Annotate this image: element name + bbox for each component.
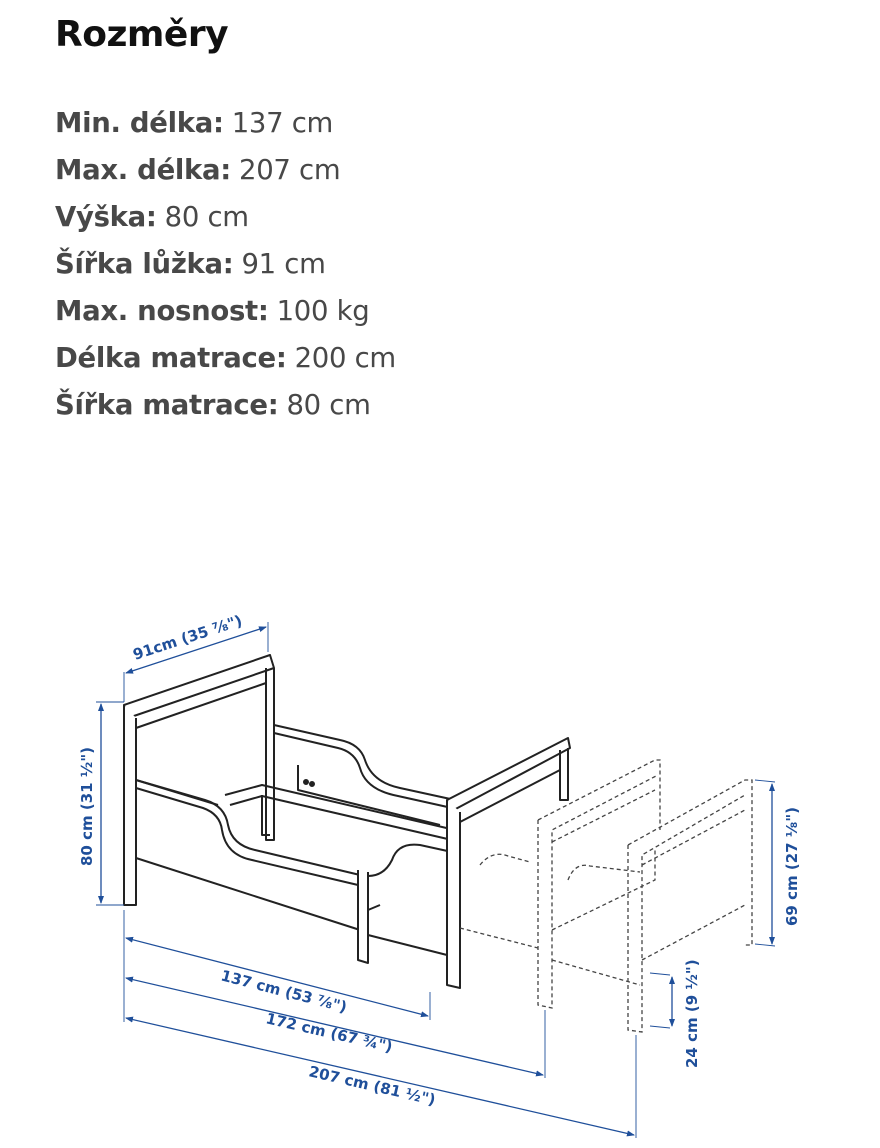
spec-value: 100 kg [276, 295, 370, 327]
bed-drawing [0, 560, 880, 1148]
spec-mattress-length [55, 339, 396, 386]
spec-label: Šířka matrace: [55, 389, 279, 421]
spec-max-length [55, 151, 396, 198]
extension-height-label: 69 cm (27 ⅛") [783, 807, 801, 926]
height-dimension-label: 80 cm (31 ½") [78, 747, 96, 866]
spec-value: 80 cm [164, 201, 249, 233]
bed-frame [124, 655, 570, 988]
leg-height-label: 24 cm (9 ½") [683, 959, 701, 1068]
spec-value: 91 cm [241, 248, 326, 280]
spec-label: Max. nosnost: [55, 295, 269, 327]
spec-value: 80 cm [286, 389, 371, 421]
mid-length-label: 172 cm (67 ¾") [264, 1009, 395, 1057]
spec-height [55, 198, 396, 245]
spec-label: Max. délka: [55, 154, 231, 186]
spec-value: 200 cm [294, 342, 396, 374]
spec-value: 137 cm [231, 107, 334, 139]
spec-label: Min. délka: [55, 107, 224, 139]
max-length-label: 207 cm (81 ½") [307, 1062, 438, 1110]
width-dimension-label: 91cm (35 ⅞") [130, 611, 245, 664]
spec-max-load [55, 292, 396, 339]
page-title: Rozměry [55, 14, 229, 55]
spec-bed-width [55, 245, 396, 292]
spec-min-length [55, 104, 396, 151]
extension-parts [460, 760, 752, 1032]
bed-dimensions-diagram [0, 560, 880, 1148]
spec-label: Šířka lůžka: [55, 248, 234, 280]
spec-mattress-width [55, 386, 396, 433]
spec-label: Délka matrace: [55, 342, 287, 374]
spec-label: Výška: [55, 201, 157, 233]
dimensions-list [55, 104, 396, 433]
spec-value: 207 cm [239, 154, 341, 186]
min-length-label: 137 cm (53 ⅞") [218, 966, 349, 1017]
